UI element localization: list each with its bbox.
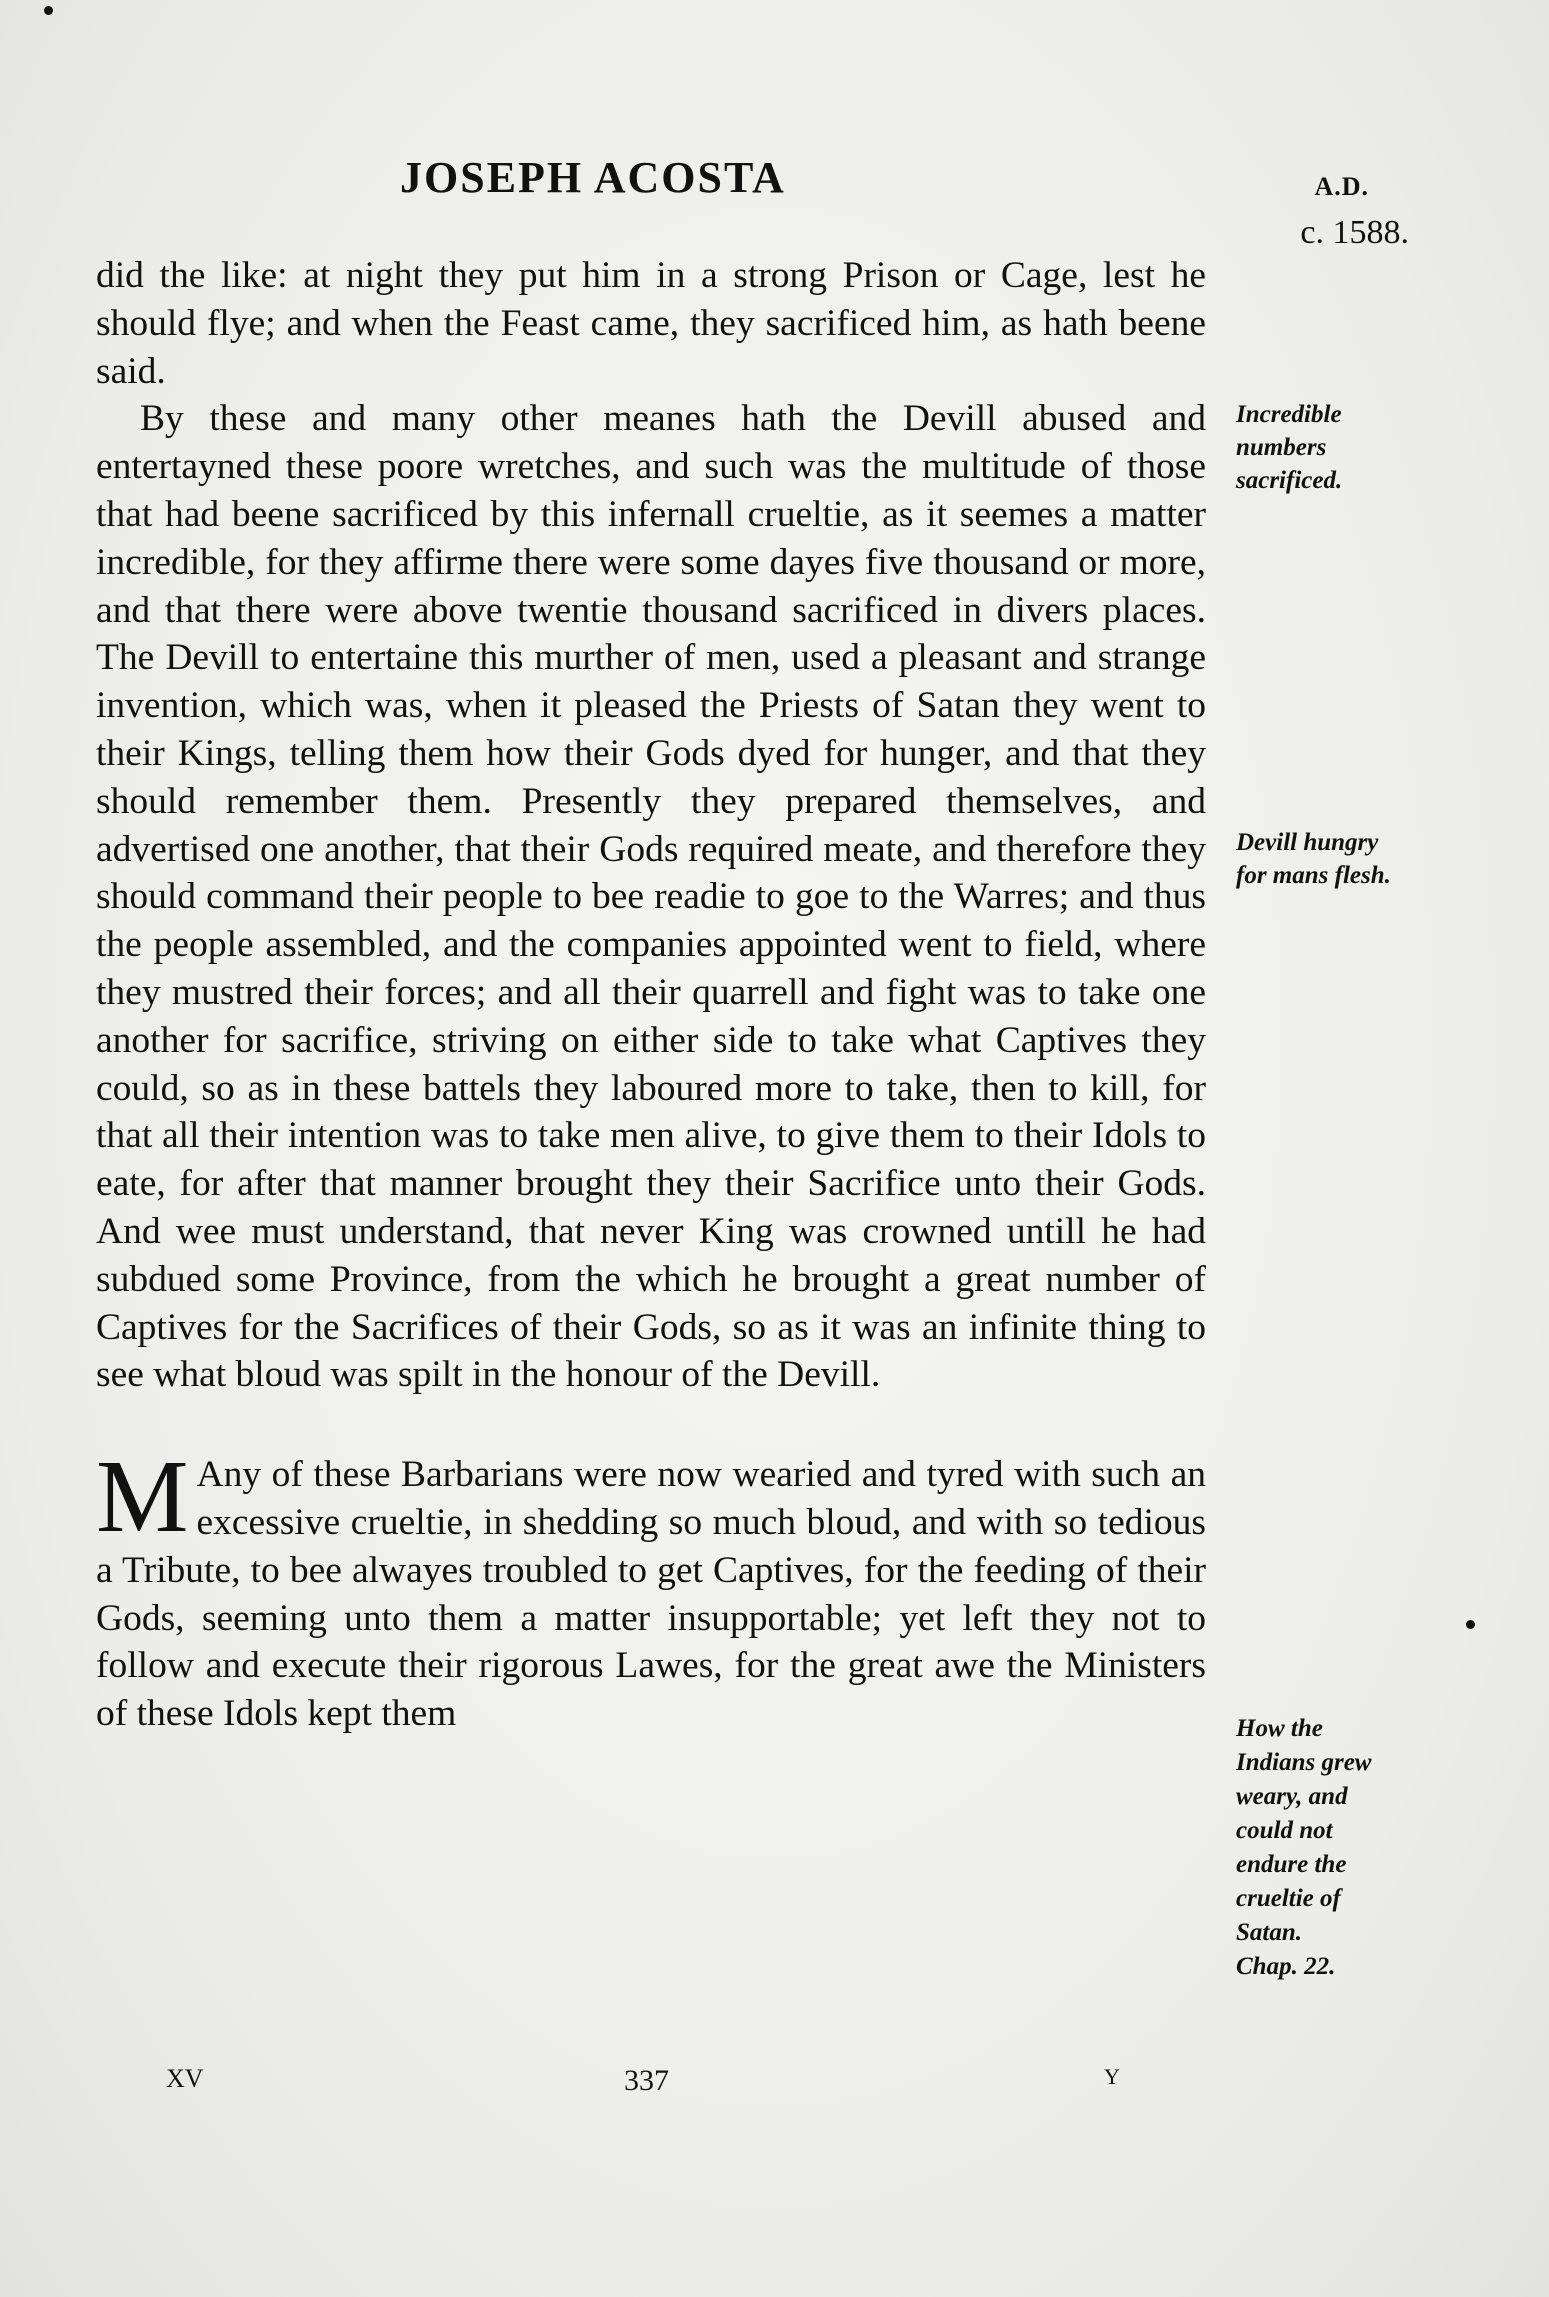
paragraph-continued: did the like: at night they put him in a strong Prison or Cage, lest he should flye; and when the Feast came, they sacrificed him, as hath beene said. — [96, 255, 1206, 392]
paragraph: By these and many other meanes hath the Devill abused and entertayned these poore wretches, and such was the multitude of those that had beene sacrificed by this infernall crueltie, as it seemes a matter incredible, for they affirme there were some dayes five thousand or more, and that there were above twentie thousand sacrificed in divers places. The Devill to entertaine this murther of men, used a pleasant and strange invention, which was, when it pleased the Priests of Satan they went to their Kings, telling them how their Gods dyed for hunger, and that they should remember them. Presently they prepared themselves, and advertised one another, that their Gods required meate, and therefore they should command their people to bee readie to goe to the Warres; and thus the people assembled, and the companies appointed went to field, where they mustred their forces; and all their quarrell and fight was to take one another for sacrifice, striving on either side to take what Captives they could, so as in these battels they laboured more to take, then to kill, for that all their intention was to take men alive, to give them to their Idols to eate, for after that manner brought they their Sacrifice unto their Gods. And wee must understand, that never King was crowned untill he had subdued some Province, from the which he brought a great number of Captives for the Sacrifices of their Gods, so as it was an infinite thing to see what bloud was spilt in the honour of the Devill. — [96, 398, 1206, 1396]
margin-note-line: Indians grew — [1236, 1749, 1372, 1776]
margin-note-line: How the — [1236, 1715, 1323, 1742]
margin-note-indians-weary — [1236, 1712, 1466, 1984]
margin-note-line: Devill hungry — [1236, 829, 1379, 856]
margin-note-line: weary, and — [1236, 1783, 1348, 1810]
margin-note-line: numbers — [1236, 434, 1327, 461]
date-era-label: A.D. — [1314, 172, 1369, 201]
margin-note-line: Incredible — [1236, 401, 1342, 428]
running-head-date — [1300, 164, 1409, 256]
margin-note-devill-hungry — [1236, 826, 1466, 892]
chapter-opening-paragraph — [96, 1439, 1206, 1738]
footer-signature-mark: Y — [1104, 2064, 1120, 2089]
chapter-opening-text: Any of these Barbarians were now wearied and tyred with such an excessive crueltie, in shedding so much bloud, and with so tedious a Tribute, to bee alwayes troubled to get Captives, for the feeding of their Gods, seeming unto them a matter insupportable; yet left they not to follow and execute their rigorous Lawes, for the great awe the Ministers of these Idols kept them — [96, 1454, 1206, 1735]
drop-cap: M — [96, 1439, 189, 1555]
margin-note-line: sacrificed. — [1236, 467, 1343, 494]
ink-speck — [1466, 1620, 1475, 1629]
margin-note-incredible-numbers — [1236, 398, 1466, 497]
date-year: c. 1588. — [1300, 214, 1409, 251]
margin-note-line: crueltie of — [1236, 1885, 1341, 1912]
margin-note-line: for mans flesh. — [1236, 862, 1391, 889]
running-head-title: JOSEPH ACOSTA — [400, 153, 786, 202]
ink-speck — [44, 6, 53, 15]
footer-signature: XV — [166, 2064, 204, 2093]
margin-note-line: Satan. — [1236, 1919, 1303, 1946]
main-text — [96, 252, 1206, 1738]
page-number: 337 — [624, 2064, 669, 2097]
margin-note-line: Chap. 22. — [1236, 1953, 1336, 1980]
margin-note-line: endure the — [1236, 1851, 1347, 1878]
margin-note-line: could not — [1236, 1817, 1333, 1844]
